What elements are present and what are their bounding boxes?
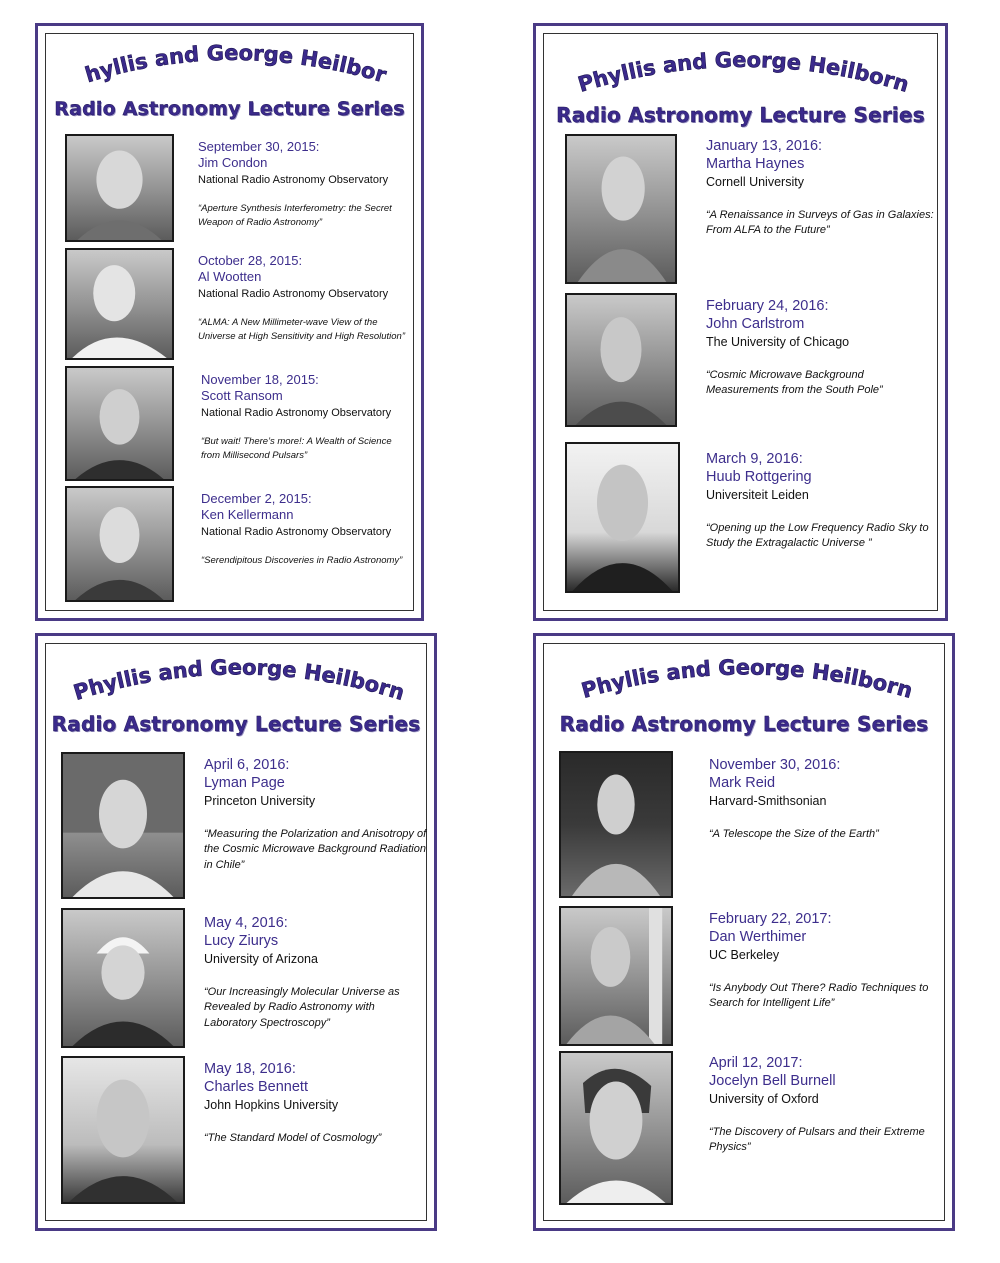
speaker-name: Dan Werthimer [709,929,807,946]
arched-title [30,7,427,96]
poster-1 [30,7,424,621]
lecture-date: May 4, 2016: [204,915,288,931]
speaker-photo [65,486,174,602]
lecture-date: February 24, 2016: [706,298,829,314]
speaker-photo [565,442,680,593]
lecture-info [709,910,949,1012]
speaker-name: Huub Rottgering [706,469,812,486]
speaker-affiliation: UC Berkeley [709,948,780,963]
speaker-name: Charles Bennett [204,1079,308,1096]
lecture-info [204,1060,429,1146]
speaker-affiliation: National Radio Astronomy Observatory [198,287,389,300]
speaker-affiliation: Universiteit Leiden [706,488,809,503]
lecture-title: “Aperture Synthesis Interferometry: the Secret Weapon of Radio Astronomy” [198,202,392,228]
lecture-title: “The Discovery of Pulsars and their Extreme Physics” [709,1125,925,1154]
speaker-affiliation: Cornell University [706,175,804,190]
lecture-title: “Is Anybody Out There? Radio Techniques to Search for Intelligent Life” [709,981,929,1010]
lecture-date: March 9, 2016: [706,451,803,467]
speaker-affiliation: National Radio Astronomy Observatory [201,525,392,538]
speaker-name: Scott Ransom [201,388,283,404]
poster-2 [533,23,948,621]
poster-4 [533,633,955,1231]
lecture-info [204,914,429,1032]
speaker-affiliation: University of Arizona [204,952,318,967]
lecture-title: “A Renaissance in Surveys of Gas in Galaxies: From ALFA to the Future” [706,208,934,237]
speaker-photo [65,366,174,481]
lecture-date: November 18, 2015: [201,372,319,387]
lecture-info [706,297,936,399]
speaker-name: Mark Reid [709,775,776,792]
lecture-date: October 28, 2015: [198,253,303,268]
header-line1: Phyllis and George Heilborn [70,655,408,705]
speaker-affiliation: National Radio Astronomy Observatory [201,406,392,419]
lecture-title: “ALMA: A New Millimeter-wave View of the Universe at High Sensitivity and High Resolution” [198,316,405,342]
speaker-name: Jocelyn Bell Burnell [709,1073,836,1090]
series-title: Radio Astronomy Lecture Series [559,712,929,736]
speaker-affiliation: Harvard-Smithsonian [709,794,827,809]
lecture-title: “The Standard Model of Cosmology” [204,1131,382,1144]
lecture-date: April 12, 2017: [709,1055,803,1071]
speaker-affiliation: National Radio Astronomy Observatory [198,173,389,186]
speaker-affiliation: University of Oxford [709,1092,819,1107]
lecture-date: April 6, 2016: [204,757,290,773]
lecture-title: “Cosmic Microwave Background Measurements from the South Pole” [706,368,883,397]
header-line1: Phyllis and George Heilborn [578,655,916,703]
series-title: Radio Astronomy Lecture Series [54,98,405,120]
speaker-name: Lyman Page [204,775,285,792]
arched-title [536,26,951,106]
lecture-date: September 30, 2015: [198,139,320,154]
lecture-info [706,450,936,552]
speaker-name: Jim Condon [198,155,268,171]
arched-title [38,636,440,711]
speaker-name: Martha Haynes [706,156,805,173]
header-line1: Phyllis and George Heilborn [30,7,389,88]
speaker-name: Ken Kellermann [201,507,294,523]
lecture-title: “Opening up the Low Frequency Radio Sky to Study the Extragalactic Universe ” [706,521,929,550]
svg-text:Phyllis and George Heilborn [579,655,915,702]
speaker-photo [61,908,185,1048]
speaker-photo [565,293,677,427]
lecture-info [198,253,408,343]
lecture-info [709,756,949,842]
speaker-photo [65,248,174,360]
speaker-photo [559,906,673,1046]
speaker-photo [65,134,174,242]
lecture-title: “But wait! There’s more!: A Wealth of Science from Millisecond Pulsars” [201,435,392,461]
lecture-title: “Measuring the Polarization and Anisotropy of the Cosmic Microwave Background Radiation in Chile” [204,827,427,872]
lecture-date: May 18, 2016: [204,1061,296,1077]
lecture-info [201,491,411,568]
speaker-name: John Carlstrom [706,316,805,333]
poster-3 [35,633,437,1231]
speaker-name: Lucy Ziurys [204,933,279,950]
lecture-date: December 2, 2015: [201,491,312,506]
speaker-affiliation: John Hopkins University [204,1098,339,1113]
speaker-affiliation: Princeton University [204,794,316,809]
speaker-photo [559,751,673,898]
lecture-date: February 22, 2017: [709,911,832,927]
series-title: Radio Astronomy Lecture Series [556,103,925,127]
speaker-affiliation: The University of Chicago [706,335,850,350]
lecture-info [198,139,408,229]
lecture-title: “A Telescope the Size of the Earth” [709,827,879,840]
lecture-title: “Serendipitous Discoveries in Radio Astronomy” [201,554,403,566]
svg-text:Phyllis and George Heilborn [575,48,912,97]
lecture-info [201,372,411,462]
lecture-info [706,137,936,239]
series-title: Radio Astronomy Lecture Series [51,712,421,736]
speaker-photo [61,1056,185,1204]
speaker-photo [565,134,677,284]
lecture-info [709,1054,949,1156]
svg-text:Phyllis and George Heilborn [71,655,408,704]
lecture-date: November 30, 2016: [709,757,841,773]
speaker-name: Al Wootten [198,269,262,285]
arched-title [536,636,958,711]
speaker-photo [559,1051,673,1205]
lecture-date: January 13, 2016: [706,138,823,154]
speaker-photo [61,752,185,899]
header-line1: Phyllis and George Heilborn [575,47,912,97]
svg-text:Phyllis and George Heilborn [30,7,389,88]
lecture-title: “Our Increasingly Molecular Universe as Revealed by Radio Astronomy with Laboratory Spectroscopy” [204,985,400,1030]
lecture-info [204,756,429,874]
